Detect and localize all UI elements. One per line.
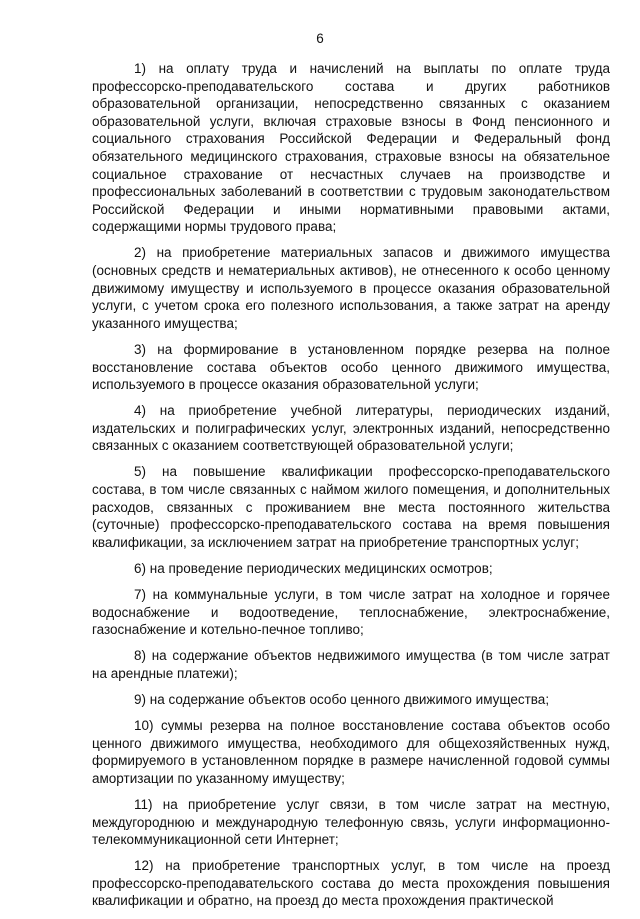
- paragraph-item-7: 7) на коммунальные услуги, в том числе затрат на холодное и горячее водоснабжение и водоотведение, теплоснабжение, электроснабжение, газоснабжение и котельно-печное топливо;: [92, 587, 610, 638]
- paragraph-item-2: 2) на приобретение материальных запасов и движимого имущества (основных средств и нематериальных активов), не отнесенного к особо ценному движимому имуществу и используемого в процессе оказания образовательной услуги, с учетом срока его полезного использования, а также затрат на аренду указанного имущества;: [92, 245, 610, 331]
- paragraph-item-8: 8) на содержание объектов недвижимого имущества (в том числе затрат на арендные платежи);: [92, 648, 610, 681]
- paragraph-item-6: 6) на проведение периодических медицинских осмотров;: [134, 560, 493, 576]
- paragraph-item-9: 9) на содержание объектов особо ценного движимого имущества;: [134, 692, 550, 707]
- paragraph-item-11: 11) на приобретение услуг связи, в том числе затрат на местную, междугороднюю и международную телефонную связь, услуги информационно-телекоммуникационной сети Интернет;: [92, 796, 610, 848]
- page-number: 6: [316, 31, 324, 46]
- paragraph-item-5: 5) на повышение квалификации профессорско-преподавательского состава, в том числе связанных с наймом жилого помещения, и дополнительных расходов, связанных с проживанием вне места постоянного жительства (суточные) профессорско-преподавательского состава на время повышения квалификации, за исключением затрат на приобретение транспортных услуг;: [92, 464, 610, 550]
- paragraph-item-4: 4) на приобретение учебной литературы, периодических изданий, издательских и полиграфических услуг, электронных изданий, непосредственно связанных с оказанием соответствующей образовательной услуги;: [92, 403, 610, 454]
- paragraph-item-3: 3) на формирование в установленном порядке резерва на полное восстановление состава объектов особо ценного движимого имущества, используемого в процессе оказания образовательной услуги;: [92, 341, 610, 393]
- paragraph-item-1: 1) на оплату труда и начислений на выплаты по оплате труда профессорско-преподавательского состава и других работников образовательной организации, непосредственно связанных с оказанием образовательной услуги, включая страховые взносы в Фонд пенсионного и социального страхования Российской Федерации и Федеральный фонд обязательного медицинского страхования, страховые взносы на обязательное социальное страхование от несчастных случаев на производстве и профессиональных заболеваний в соответствии с трудовым законодательством Российской Федерации и иными нормативными правовыми актами, содержащими нормы трудового права;: [92, 61, 610, 235]
- document-body: [92, 60, 610, 919]
- paragraph-item-10: 10) суммы резерва на полное восстановление состава объектов особо ценного движимого имущества, необходимого для общехозяйственных нужд, формируемого в установленном порядке в размере начисленной годовой суммы амортизации по указанному имуществу;: [92, 718, 610, 786]
- paragraph-item-12: 12) на приобретение транспортных услуг, в том числе на проезд профессорско-преподавательского состава до места прохождения повышения квалификации и обратно, на проезд до места прохождения практической: [92, 858, 610, 909]
